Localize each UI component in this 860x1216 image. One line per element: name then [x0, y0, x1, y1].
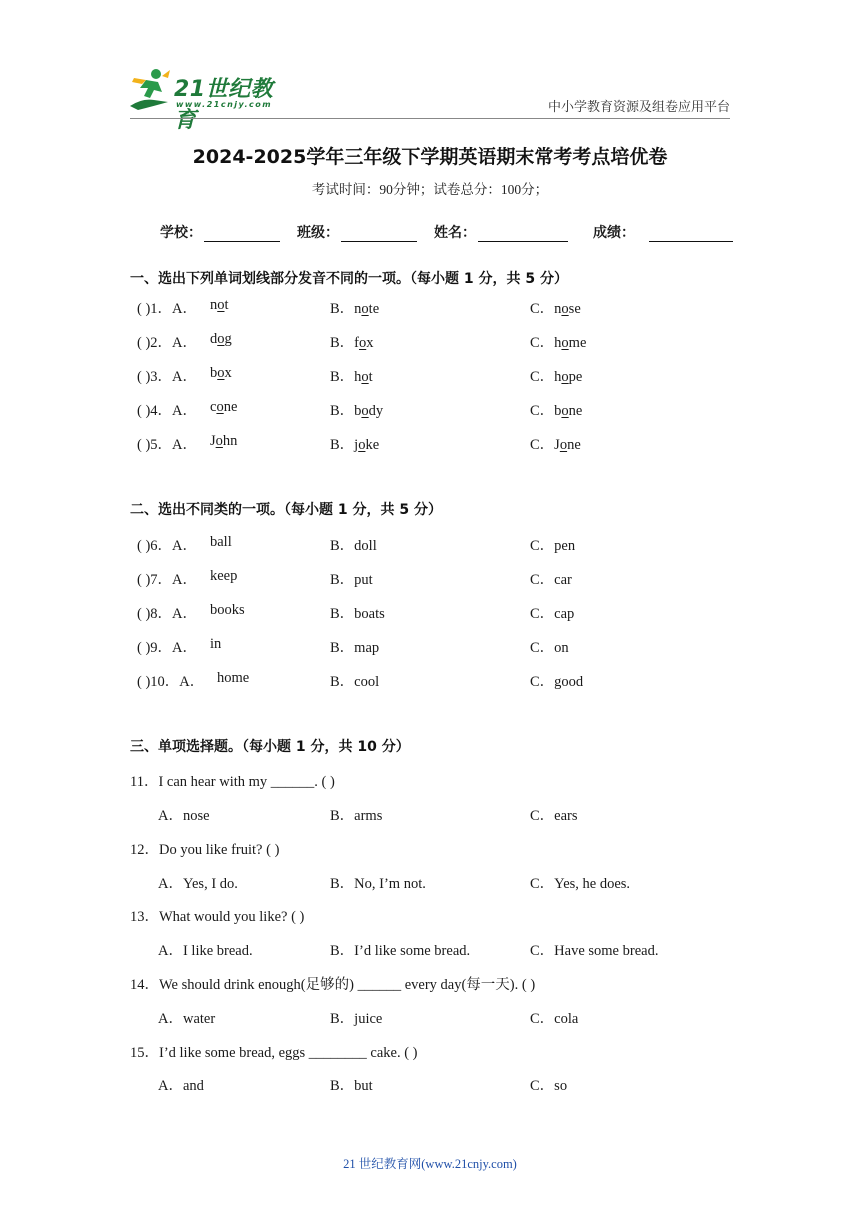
option-c[interactable]: C．bone [530, 403, 583, 419]
question-row [0, 399, 860, 419]
option-a[interactable]: cone [210, 399, 238, 415]
score-blank[interactable] [649, 227, 733, 242]
option-a[interactable]: home [217, 670, 250, 686]
option-c[interactable]: C．cola [530, 1011, 579, 1027]
option-b[interactable]: B．body [330, 403, 384, 419]
question-stem-row [0, 838, 860, 858]
header-divider [130, 118, 730, 119]
question-row [0, 602, 860, 622]
name-field[interactable]: 姓名： [434, 222, 568, 242]
question-stem-row [0, 905, 860, 925]
question-stem-row [0, 770, 860, 790]
option-c[interactable]: C．hope [530, 369, 583, 385]
question-row [0, 534, 860, 554]
option-a[interactable]: A．I like bread. [158, 943, 253, 959]
option-b[interactable]: B．arms [330, 808, 383, 824]
option-c[interactable]: C．Yes, he does. [530, 876, 631, 892]
question-row [0, 297, 860, 317]
question-stem-row [0, 1041, 860, 1061]
logo-text: 21世纪教育 [174, 77, 274, 133]
platform-label: 中小学教育资源及组卷应用平台 [547, 99, 730, 114]
section-3-title: 三、单项选择题。（每小题 1 分，共 10 分） [130, 739, 410, 755]
option-c[interactable]: C．cap [530, 606, 575, 622]
option-c[interactable]: C．Jone [530, 437, 581, 453]
question-stem: 14．We should drink enough(足够的) ______ every day(每一天). ( ) [130, 977, 536, 993]
question-row [0, 365, 860, 385]
question-row [0, 636, 860, 656]
option-a[interactable]: not [210, 297, 229, 313]
option-b[interactable]: B．No, I’m not. [330, 876, 426, 892]
question-row [0, 433, 860, 453]
question-number[interactable]: ( )4．A． [137, 403, 198, 419]
school-field[interactable]: 学校： [160, 222, 280, 242]
option-b[interactable]: B．juice [330, 1011, 383, 1027]
question-number[interactable]: ( )5．A． [137, 437, 198, 453]
option-a[interactable]: box [210, 365, 232, 381]
question-number[interactable]: ( )6．A． [137, 538, 198, 554]
question-stem-row [0, 973, 860, 993]
question-number[interactable]: ( )3．A． [137, 369, 198, 385]
option-b[interactable]: B．put [330, 572, 373, 588]
class-field[interactable]: 班级： [297, 222, 417, 242]
options-row [0, 804, 860, 824]
option-c[interactable]: C．so [530, 1078, 568, 1094]
option-b[interactable]: B．joke [330, 437, 380, 453]
exam-title: 2024-2025学年三年级下学期英语期末常考考点培优卷 [192, 146, 668, 168]
options-row [0, 1074, 860, 1094]
option-a[interactable]: ball [210, 534, 232, 550]
question-number[interactable]: ( )10．A． [137, 674, 205, 690]
options-row [0, 939, 860, 959]
name-blank[interactable] [478, 227, 568, 242]
question-row [0, 670, 860, 690]
logo-url: www.21cnjy.com [176, 100, 273, 109]
option-b[interactable]: B．hot [330, 369, 373, 385]
option-c[interactable]: C．good [530, 674, 584, 690]
option-a[interactable]: A．nose [158, 808, 210, 824]
option-a[interactable]: dog [210, 331, 232, 347]
question-number[interactable]: ( )7．A． [137, 572, 198, 588]
question-number[interactable]: ( )2．A． [137, 335, 198, 351]
option-a[interactable]: books [210, 602, 245, 618]
option-b[interactable]: B．fox [330, 335, 374, 351]
option-a[interactable]: A．water [158, 1011, 216, 1027]
score-field[interactable]: 成绩： [593, 222, 733, 242]
school-blank[interactable] [204, 227, 280, 242]
option-c[interactable]: C．on [530, 640, 569, 656]
footer-link[interactable]: 21 世纪教育网(www.21cnjy.com) [343, 1157, 517, 1171]
question-stem: 15．I’d like some bread, eggs ________ cake. ( ) [130, 1045, 418, 1061]
option-b[interactable]: B．I’d like some bread. [330, 943, 471, 959]
option-b[interactable]: B．doll [330, 538, 377, 554]
option-c[interactable]: C．pen [530, 538, 576, 554]
exam-subtitle: 考试时间：90分钟；试卷总分：100分； [311, 182, 549, 197]
option-a[interactable]: in [210, 636, 222, 652]
option-c[interactable]: C．home [530, 335, 587, 351]
question-number[interactable]: ( )9．A． [137, 640, 198, 656]
options-row [0, 1007, 860, 1027]
logo [124, 66, 294, 133]
option-a[interactable]: A．Yes, I do. [158, 876, 238, 892]
question-number[interactable]: ( )1．A． [137, 301, 198, 317]
option-c[interactable]: C．ears [530, 808, 578, 824]
option-c[interactable]: C．Have some bread. [530, 943, 659, 959]
option-a[interactable]: keep [210, 568, 238, 584]
options-row [0, 872, 860, 892]
option-a[interactable]: John [210, 433, 238, 449]
option-b[interactable]: B．note [330, 301, 380, 317]
question-stem: 11．I can hear with my ______. ( ) [130, 774, 335, 790]
question-number[interactable]: ( )8．A． [137, 606, 198, 622]
option-c[interactable]: C．car [530, 572, 572, 588]
option-b[interactable]: B．boats [330, 606, 385, 622]
question-row [0, 568, 860, 588]
option-b[interactable]: B．but [330, 1078, 373, 1094]
option-b[interactable]: B．map [330, 640, 380, 656]
class-blank[interactable] [341, 227, 417, 242]
runner-logo-icon [124, 66, 174, 112]
section-1-title: 一、选出下列单词划线部分发音不同的一项。（每小题 1 分，共 5 分） [130, 271, 568, 287]
section-2-title: 二、选出不同类的一项。（每小题 1 分，共 5 分） [130, 502, 442, 518]
option-c[interactable]: C．nose [530, 301, 581, 317]
question-stem: 12．Do you like fruit? ( ) [130, 842, 280, 858]
question-row [0, 331, 860, 351]
option-a[interactable]: A．and [158, 1078, 204, 1094]
option-b[interactable]: B．cool [330, 674, 380, 690]
question-stem: 13．What would you like? ( ) [130, 909, 305, 925]
